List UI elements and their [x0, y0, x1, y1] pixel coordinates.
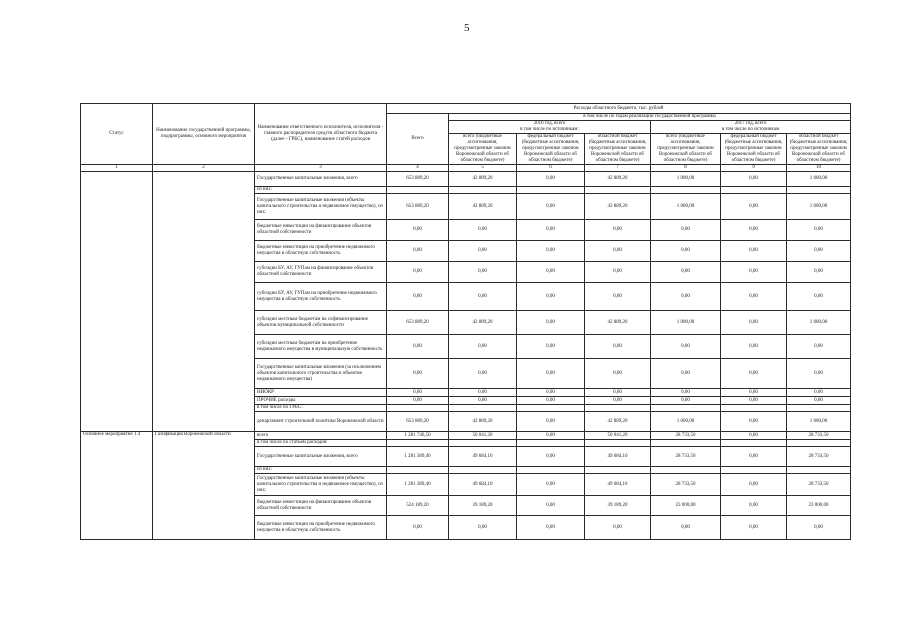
- row-value: [517, 440, 585, 447]
- header-year-2016: [449, 121, 651, 134]
- row-value: 0,00: [517, 283, 585, 311]
- section-previous: [81, 172, 851, 432]
- row-value: 0,00: [517, 447, 585, 467]
- row-value: 0,00: [585, 389, 651, 397]
- row-value: 0,00: [387, 220, 449, 241]
- row-value: 0,00: [517, 397, 585, 405]
- row-value: 0,00: [585, 359, 651, 389]
- row-value: 0,00: [585, 262, 651, 283]
- row-value: 0,00: [651, 397, 721, 405]
- row-value: 0,00: [517, 194, 585, 220]
- row-value: [517, 187, 585, 194]
- row-value: 42 889,20: [449, 194, 517, 220]
- row-value: [787, 440, 851, 447]
- row-value: 28 733,50: [787, 432, 851, 440]
- row-status: Основное мероприятие 1.4: [81, 432, 153, 540]
- row-expense-name: субсидии местным бюджетам на софинансирование объектов муниципальной собственности: [255, 311, 387, 335]
- section-main-event-1-4: [81, 432, 851, 540]
- row-value: 0,00: [721, 172, 787, 187]
- row-value: 653 889,20: [387, 194, 449, 220]
- row-value: 0,00: [787, 516, 851, 540]
- row-value: 0,00: [449, 359, 517, 389]
- row-value: 0,00: [787, 241, 851, 262]
- row-value: [387, 440, 449, 447]
- col-index: 5: [449, 165, 517, 172]
- row-value: 50 041,20: [585, 432, 651, 440]
- row-value: 653 889,20: [387, 311, 449, 335]
- row-value: 0,00: [651, 335, 721, 359]
- row-value: 0,00: [721, 241, 787, 262]
- row-value: 0,00: [721, 359, 787, 389]
- row-value: 0,00: [387, 397, 449, 405]
- row-value: 49 684,10: [585, 447, 651, 467]
- row-value: 49 684,10: [449, 474, 517, 496]
- row-value: 0,00: [721, 335, 787, 359]
- row-expense-name: департамент строительной политики Воронежской области: [255, 412, 387, 432]
- row-value: 0,00: [585, 241, 651, 262]
- row-value: [387, 467, 449, 474]
- row-expense-name: Государственные капитальные вложения (объекты капитального строительства и недвижимое имущество), из них:: [255, 194, 387, 220]
- row-value: 0,00: [387, 516, 449, 540]
- row-value: [721, 467, 787, 474]
- row-value: 42 889,20: [585, 412, 651, 432]
- row-value: [449, 405, 517, 412]
- col-index: 3: [255, 165, 387, 172]
- row-value: 0,00: [517, 241, 585, 262]
- row-value: 28 733,50: [651, 474, 721, 496]
- row-value: 1 281 389,40: [387, 447, 449, 467]
- row-expense-name: бюджетные инвестиции на приобретение недвижимого имущества в областную собственность: [255, 516, 387, 540]
- header-status: Статус: [81, 104, 153, 165]
- table-row: [81, 172, 851, 187]
- row-value: 0,00: [585, 283, 651, 311]
- sources-2016-label: в том числе по источникам:: [520, 127, 579, 132]
- row-expense-name: субсидии БУ, АУ, ГУПам на финансирование объектов областной собственности: [255, 262, 387, 283]
- row-expense-name: из них:: [255, 467, 387, 474]
- row-value: 1 000,00: [787, 412, 851, 432]
- row-value: 0,00: [721, 447, 787, 467]
- row-value: 0,00: [387, 262, 449, 283]
- row-value: 0,00: [517, 432, 585, 440]
- row-value: [651, 405, 721, 412]
- row-value: [585, 187, 651, 194]
- row-value: [449, 467, 517, 474]
- row-value: 50 041,20: [449, 432, 517, 440]
- row-expense-name: Государственные капитальные вложения (за исключением объектов капитального строительства и объектов недвижимого имущества): [255, 359, 387, 389]
- row-value: 0,00: [787, 262, 851, 283]
- row-expense-name: бюджетные инвестиции на финансирование объектов областной собственности: [255, 220, 387, 241]
- row-value: 0,00: [721, 516, 787, 540]
- row-value: [651, 187, 721, 194]
- row-value: 0,00: [449, 283, 517, 311]
- row-value: 0,00: [721, 432, 787, 440]
- row-value: [787, 467, 851, 474]
- row-value: 0,00: [449, 397, 517, 405]
- row-value: 23 000,00: [651, 496, 721, 516]
- row-value: 1 000,00: [787, 172, 851, 187]
- row-value: [449, 440, 517, 447]
- row-expense-name: из них:: [255, 187, 387, 194]
- row-value: 0,00: [449, 220, 517, 241]
- row-value: 0,00: [651, 389, 721, 397]
- row-value: 0,00: [517, 335, 585, 359]
- row-value: 0,00: [651, 359, 721, 389]
- col-index: 9: [721, 165, 787, 172]
- row-value: [787, 405, 851, 412]
- row-value: 0,00: [721, 194, 787, 220]
- col-index: 4: [387, 165, 449, 172]
- row-expense-name: бюджетные инвестиции на финансирование объектов областной собственности: [255, 496, 387, 516]
- row-value: 0,00: [449, 516, 517, 540]
- row-program: Газификация Воронежской области: [153, 432, 255, 540]
- row-expense-name: всего: [255, 432, 387, 440]
- row-value: 28 733,50: [651, 447, 721, 467]
- row-value: 0,00: [449, 389, 517, 397]
- row-value: 42 889,20: [585, 194, 651, 220]
- header-expenses: Расходы областного бюджета, тыс. рублей: [387, 104, 851, 114]
- row-value: 42 889,20: [449, 172, 517, 187]
- row-value: 0,00: [787, 359, 851, 389]
- row-value: 28 733,50: [787, 447, 851, 467]
- row-value: 0,00: [721, 220, 787, 241]
- row-value: 42 889,20: [449, 311, 517, 335]
- row-expense-name: Государственные капитальные вложения, всего: [255, 172, 387, 187]
- row-expense-name: Государственные капитальные вложения (объекты капитального строительства и недвижимое имущество), из них:: [255, 474, 387, 496]
- header-src-2016-regional: областной бюджет (бюджетные ассигнования, предусмотренные законом Воронежской области об областном бюджете): [585, 134, 651, 165]
- row-value: 0,00: [585, 516, 651, 540]
- sources-2017-label: в том числе по источникам: [721, 127, 780, 132]
- year-2017-label: 2017 год, всего: [734, 121, 767, 126]
- row-value: [721, 405, 787, 412]
- row-value: 0,00: [517, 262, 585, 283]
- row-value: 0,00: [517, 311, 585, 335]
- year-2016-label: 2016 год, всего: [533, 121, 566, 126]
- header-by-years: в том числе по годам реализации государственной программы: [449, 114, 851, 121]
- row-value: 0,00: [721, 283, 787, 311]
- row-value: 1 000,00: [787, 194, 851, 220]
- header-src-2016-federal: федеральный бюджет (бюджетные ассигнования, предусмотренные законом Воронежской области об областном бюджете): [517, 134, 585, 165]
- row-value: 0,00: [517, 172, 585, 187]
- row-value: 653 889,20: [387, 412, 449, 432]
- row-value: 0,00: [585, 220, 651, 241]
- row-value: 0,00: [387, 389, 449, 397]
- row-value: 1 000,00: [787, 311, 851, 335]
- row-value: 0,00: [721, 496, 787, 516]
- row-value: [517, 405, 585, 412]
- budget-table-sheet: [80, 103, 850, 540]
- row-value: 0,00: [721, 311, 787, 335]
- row-value: 0,00: [787, 389, 851, 397]
- row-value: 0,00: [787, 397, 851, 405]
- row-value: 1 000,00: [651, 311, 721, 335]
- row-value: [517, 467, 585, 474]
- row-value: 0,00: [651, 241, 721, 262]
- row-expense-name: ПРОЧИЕ расходы: [255, 397, 387, 405]
- budget-table: [80, 103, 851, 540]
- row-expense-name: Государственные капитальные вложения, всего: [255, 447, 387, 467]
- row-value: 0,00: [651, 516, 721, 540]
- row-value: 0,00: [387, 335, 449, 359]
- row-value: 0,00: [787, 335, 851, 359]
- row-value: 1 000,00: [651, 172, 721, 187]
- row-value: 42 889,20: [449, 412, 517, 432]
- header-year-2017: [651, 121, 851, 134]
- row-value: 0,00: [387, 241, 449, 262]
- header-executor: Наименование ответственного исполнителя, исполнителя - главного распорядителя средств областного бюджета (далее - ГРБС), наименование статей расходов: [255, 104, 387, 165]
- col-index: 7: [585, 165, 651, 172]
- row-expense-name: субсидии местным бюджетам на приобретение недвижимого имущества в муниципальную собственность: [255, 335, 387, 359]
- col-index: 8: [651, 165, 721, 172]
- row-value: 42 889,20: [585, 172, 651, 187]
- row-value: [651, 440, 721, 447]
- row-program: [153, 172, 255, 432]
- row-value: 0,00: [387, 283, 449, 311]
- row-value: 0,00: [721, 262, 787, 283]
- row-status: [81, 172, 153, 432]
- row-value: 0,00: [517, 220, 585, 241]
- row-value: 1 000,00: [651, 194, 721, 220]
- row-value: 0,00: [449, 262, 517, 283]
- row-value: 28 733,50: [651, 432, 721, 440]
- row-expense-name: в том числе по статьям расходов:: [255, 440, 387, 447]
- row-value: 0,00: [449, 241, 517, 262]
- row-value: 524 189,20: [387, 496, 449, 516]
- row-value: 42 889,20: [585, 311, 651, 335]
- row-value: 49 684,10: [585, 474, 651, 496]
- row-value: [651, 467, 721, 474]
- row-value: [387, 187, 449, 194]
- row-value: [585, 467, 651, 474]
- row-value: 0,00: [585, 397, 651, 405]
- row-value: 0,00: [517, 412, 585, 432]
- row-value: 49 684,10: [449, 447, 517, 467]
- row-value: 23 000,00: [787, 496, 851, 516]
- header-src-2017-federal: федеральный бюджет (бюджетные ассигнования, предусмотренные законом Воронежской области об областном бюджете): [721, 134, 787, 165]
- row-value: [387, 405, 449, 412]
- column-index-row: [81, 165, 851, 172]
- row-value: [449, 187, 517, 194]
- row-expense-name: в том числе по ГРБС:: [255, 405, 387, 412]
- col-index: 10: [787, 165, 851, 172]
- table-row: [81, 432, 851, 440]
- row-value: 0,00: [517, 359, 585, 389]
- row-value: 0,00: [721, 397, 787, 405]
- header-total: Всего: [387, 114, 449, 165]
- row-value: 39 189,20: [449, 496, 517, 516]
- page-number: 5: [464, 22, 470, 34]
- row-value: 0,00: [651, 262, 721, 283]
- row-value: 1 000,00: [651, 412, 721, 432]
- row-value: 28 733,50: [787, 474, 851, 496]
- row-value: 0,00: [787, 283, 851, 311]
- header-src-2017-total: всего (бюджетные ассигнования, предусмотренные законом Воронежской области об областном бюджете): [651, 134, 721, 165]
- col-index: 6: [517, 165, 585, 172]
- row-value: [721, 440, 787, 447]
- row-value: 0,00: [517, 389, 585, 397]
- row-expense-name: бюджетные инвестиции на приобретение недвижимого имущества в областную собственность: [255, 241, 387, 262]
- row-value: [585, 440, 651, 447]
- row-value: [585, 405, 651, 412]
- row-value: 0,00: [387, 359, 449, 389]
- header-src-2017-regional: областной бюджет (бюджетные ассигнования, предусмотренные законом Воронежской области об областном бюджете): [787, 134, 851, 165]
- row-value: 0,00: [787, 220, 851, 241]
- row-value: 39 189,20: [585, 496, 651, 516]
- col-index: 1: [81, 165, 153, 172]
- row-value: 0,00: [721, 474, 787, 496]
- row-value: 653 889,20: [387, 172, 449, 187]
- header-src-2016-total: всего (бюджетные ассигнования, предусмотренные законом Воронежской области об областном бюджете): [449, 134, 517, 165]
- row-value: [721, 187, 787, 194]
- row-value: 0,00: [585, 335, 651, 359]
- col-index: 2: [153, 165, 255, 172]
- header-program: Наименование государственной программы, подпрограммы, основного мероприятия: [153, 104, 255, 165]
- row-value: 0,00: [517, 496, 585, 516]
- row-value: 1 281 746,50: [387, 432, 449, 440]
- row-value: 0,00: [721, 412, 787, 432]
- row-value: 0,00: [651, 220, 721, 241]
- row-expense-name: НИОКР: [255, 389, 387, 397]
- row-value: 0,00: [651, 283, 721, 311]
- row-expense-name: субсидии БУ, АУ, ГУПам на приобретение недвижимого имущества в областную собственность: [255, 283, 387, 311]
- row-value: [787, 187, 851, 194]
- row-value: 0,00: [517, 474, 585, 496]
- row-value: 0,00: [721, 389, 787, 397]
- row-value: 0,00: [517, 516, 585, 540]
- row-value: 0,00: [449, 335, 517, 359]
- row-value: 1 281 389,40: [387, 474, 449, 496]
